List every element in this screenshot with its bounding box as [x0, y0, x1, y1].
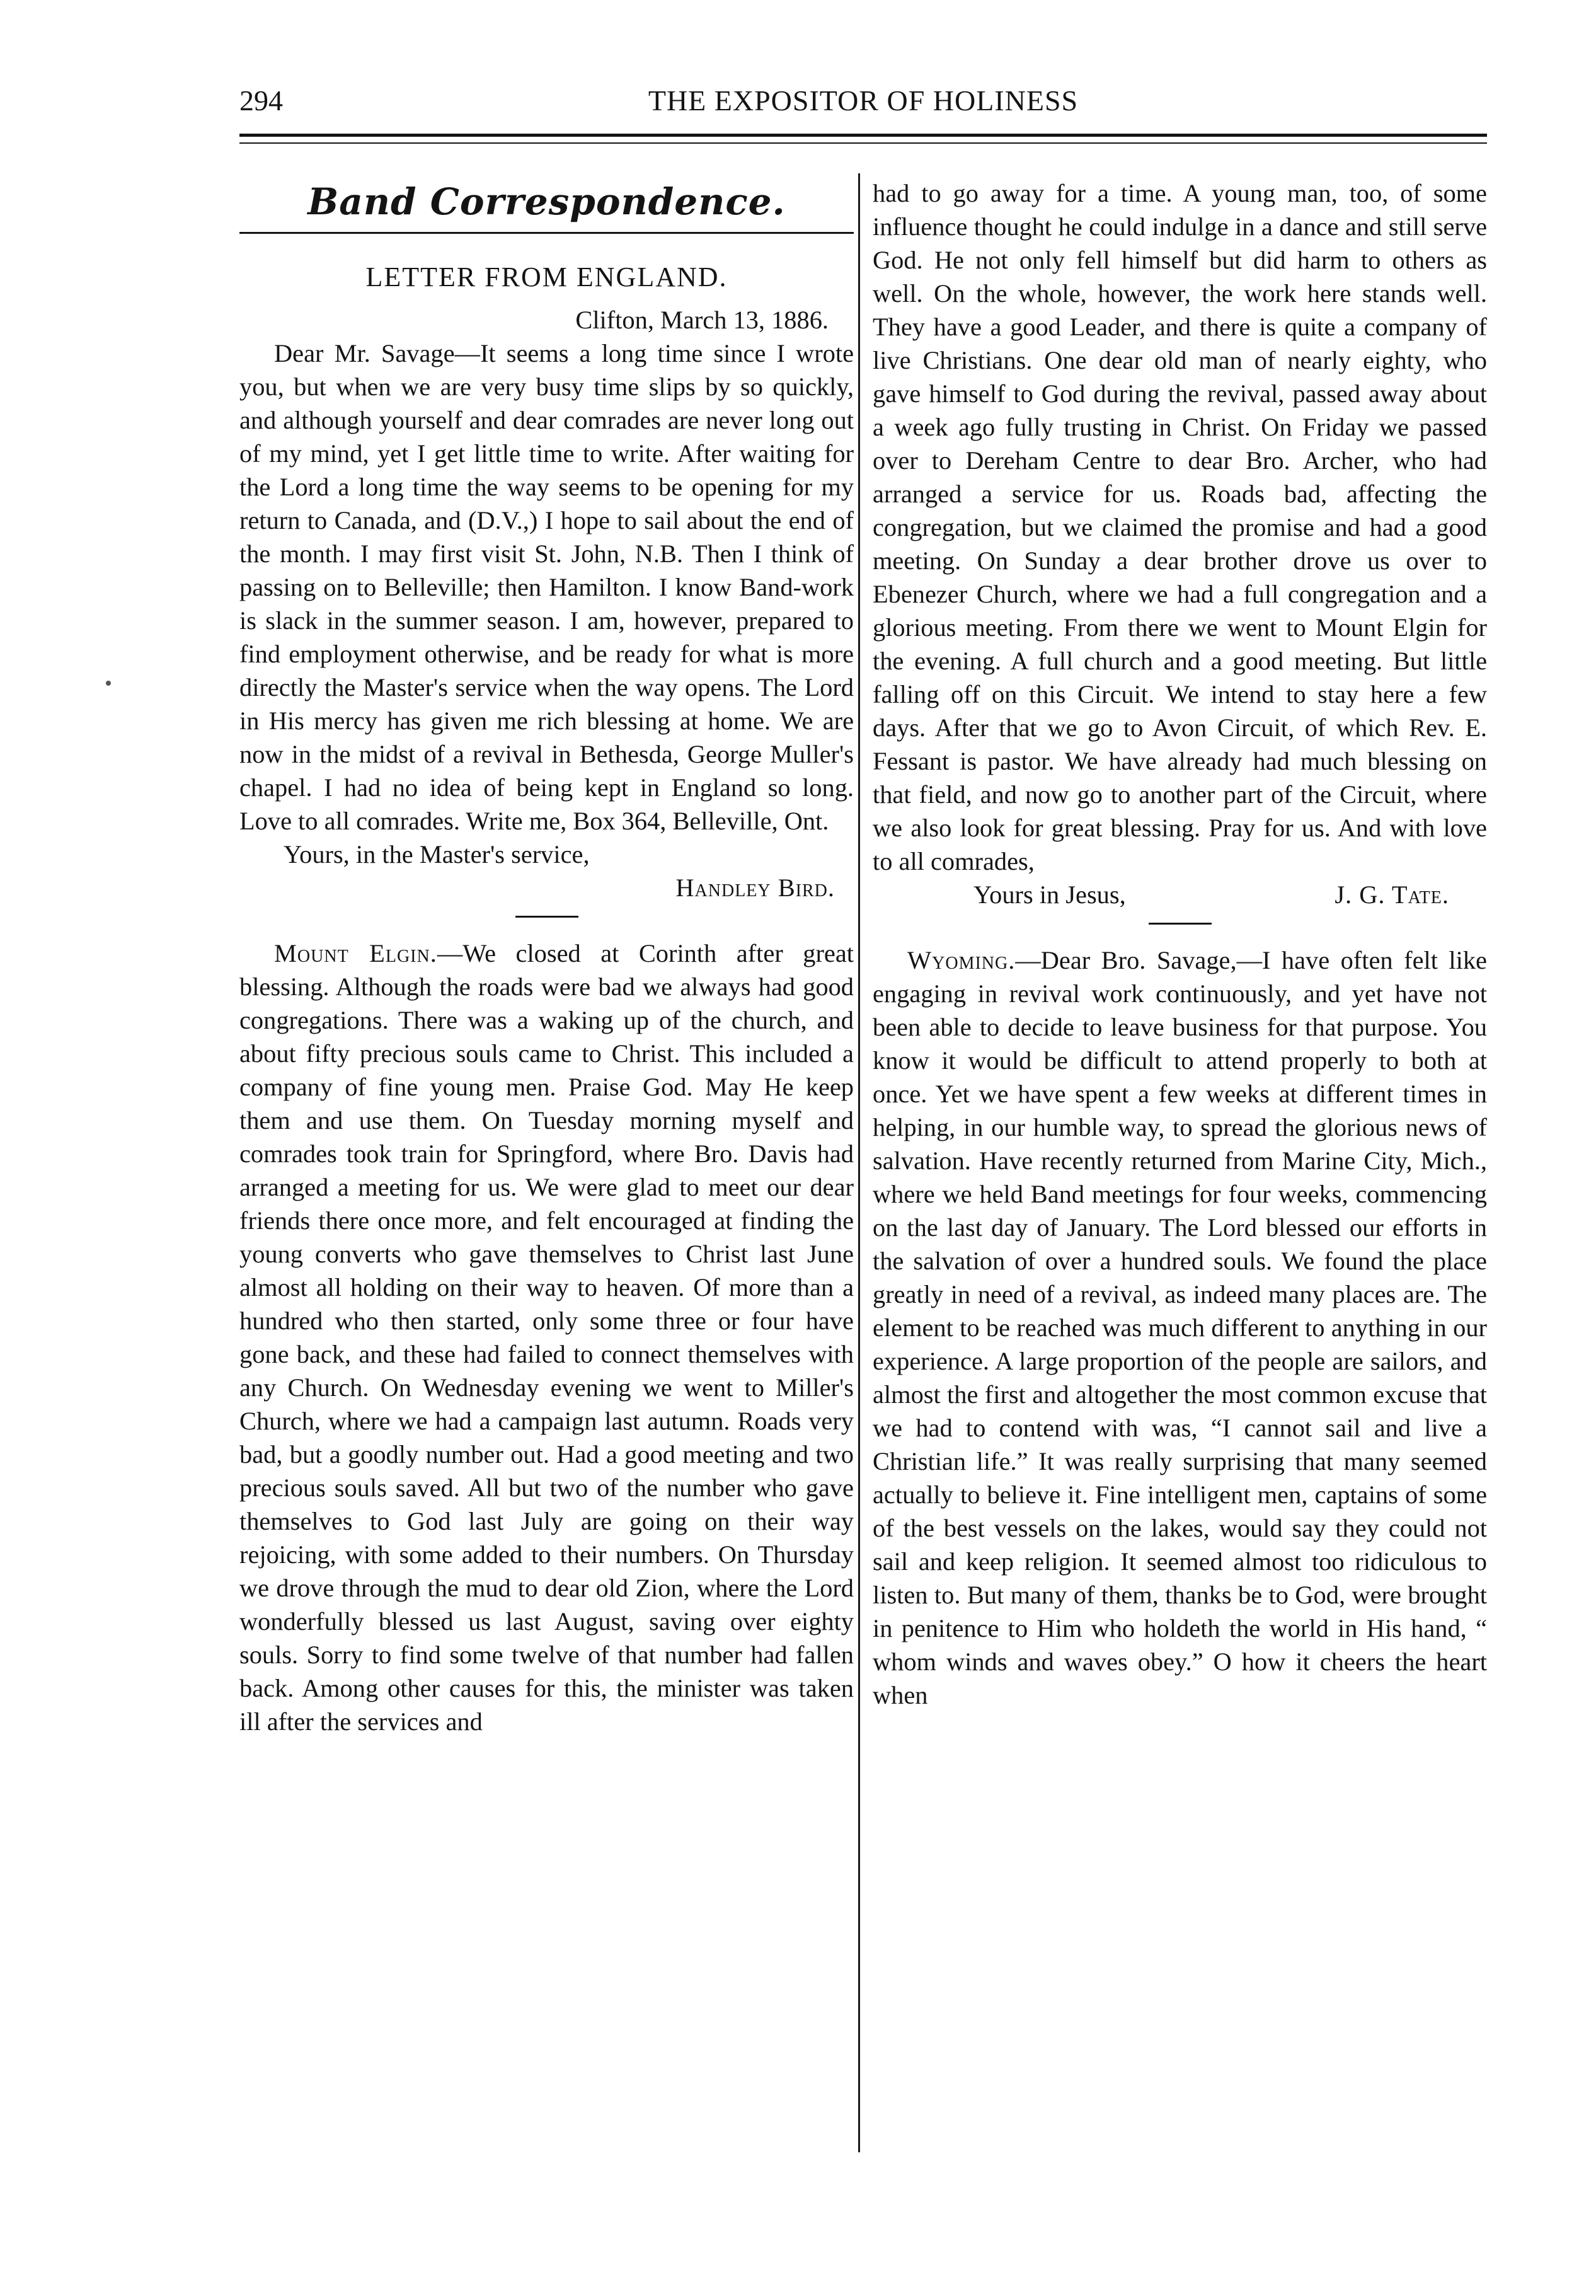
article-separator-right	[1149, 923, 1212, 925]
letter-dateline: Clifton, March 13, 1886.	[575, 306, 829, 334]
header-rule-bottom	[239, 142, 1487, 144]
mount-elgin-body: —We closed at Corinth after great blessing. Although the roads were bad we always had good congregations. There was a waking up of the church, and about fifty precious souls came to Christ. This included a company of fine young men. Praise God. May He keep them and use them. On Tuesday morning myself and comrades took train for Springford, where Bro. Davis had arranged a meeting for us. We were glad to meet our dear friends there once more, and felt encouraged at finding the young converts who gave themselves to Christ last June almost all holding on their way to heaven. Of more than a hundred who then started, only some three or four have gone back, and these had failed to connect themselves with any Church. On Wednesday evening we went to Miller's Church, where we had a campaign last autumn. Roads very bad, but a goodly number out. Had a good meeting and two precious souls saved. All but two of the number who gave themselves to God last July are going on their way rejoicing, with some added to their numbers. On Thursday we drove through the mud to dear old Zion, where the Lord wonderfully blessed us last August, saving over eighty souls. Sorry to find some twelve of that number had fallen back. Among other causes for this, the minister was taken ill after the services and	[239, 939, 854, 1736]
section-title: Band Correspondence.	[307, 180, 786, 223]
letter-signature: Handley Bird.	[675, 874, 835, 902]
wyoming-body: —Dear Bro. Savage,—I have often felt like engaging in revival work continuously, and yet have not been able to decide to leave business for that purpose. You know it would be difficult to attend properly to both at once. Yet we have spent a few weeks at different times in helping, in our humble way, to spread the glorious news of salvation. Have recently returned from Marine City, Mich., where we held Band meetings for four weeks, commencing on the last day of January. The Lord blessed our efforts in the salvation of over a hundred souls. We found the place greatly in need of a revival, as indeed many places are. The element to be reached was much different to anything in our experience. A large proportion of the people are sailors, and almost the first and altogether the most common excuse that we had to contend with was, “I cannot sail and live a Christian life.” It was really surprising that many seemed actually to believe it. Fine intelligent men, captains of some of the best vessels on the lakes, would say they could not sail and keep religion. It seemed almost too ridiculous to listen to. But many of them, thanks be to God, were brought in penitence to Him who holdeth the world in His hand, “ whom winds and waves obey.” O how it cheers the heart when	[873, 946, 1487, 1709]
letter-title: LETTER FROM ENGLAND.	[365, 262, 728, 292]
letter-closing: Yours, in the Master's service,	[284, 840, 590, 868]
article-separator	[515, 916, 578, 918]
mount-elgin-report	[239, 937, 854, 1738]
letter-body: Dear Mr. Savage—It seems a long time since I wrote you, but when we are very busy time slips by so quickly, and although yourself and dear comrades are never long out of my mind, yet I get little time to write. After waiting for the Lord a long time the way seems to be opening for my return to Canada, and (D.V.,) I hope to sail about the end of the month. I may first visit St. John, N.B. Then I think of passing on to Belleville; then Hamilton. I know Band-work is slack in the summer season. I am, however, prepared to find employment otherwise, and be ready for what is more directly the Master's service when the way opens. The Lord in His mercy has given me rich blessing at home. We are now in the midst of a revival in Bethesda, George Muller's chapel. I had no idea of being kept in England so long. Love to all comrades. Write me, Box 364, Belleville, Ont.	[239, 339, 854, 835]
wyoming-report	[873, 943, 1487, 1712]
mount-elgin-continued: had to go away for a time. A young man, too, of some influence thought he could indulge in a dance and still serve God. He not only fell himself but did harm to others as well. On the whole, however, the work here stands well. They have a good Leader, and there is quite a company of live Christians. One dear old man of nearly eighty, who gave himself to God during the revival, passed away about a week ago fully trusting in Christ. On Friday we passed over to Dereham Centre to dear Bro. Archer, who had arranged a service for us. Roads bad, affecting the congregation, but we claimed the promise and had a good meeting. On Sunday a dear brother drove us over to Ebenezer Church, where we had a full congregation and a glorious meeting. From there we went to Mount Elgin for the evening. A full church and a good meeting. But little falling off on this Circuit. We intend to stay here a few days. After that we go to Avon Circuit, of which Rev. E. Fessant is pastor. We have already had much blessing on that field, and now go to another part of the Circuit, where we also look for great blessing. Pray for us. And with love to all comrades,	[873, 179, 1487, 875]
scan-speck	[106, 681, 111, 686]
running-title: THE EXPOSITOR OF HOLINESS	[648, 84, 1079, 117]
column-right	[873, 176, 1487, 2237]
column-divider	[858, 173, 860, 2152]
page-number: 294	[239, 84, 283, 117]
mount-elgin-signature: J. G. Tate.	[1335, 880, 1449, 909]
page-header	[239, 82, 1487, 126]
section-title-rule	[239, 232, 854, 234]
mount-elgin-signoff	[873, 878, 1487, 911]
column-left	[239, 176, 854, 2237]
wyoming-lead: Wyoming.	[907, 946, 1016, 974]
header-rule-top	[239, 134, 1487, 137]
mount-elgin-closing: Yours in Jesus,	[973, 880, 1126, 909]
mount-elgin-lead: Mount Elgin.	[274, 939, 437, 967]
